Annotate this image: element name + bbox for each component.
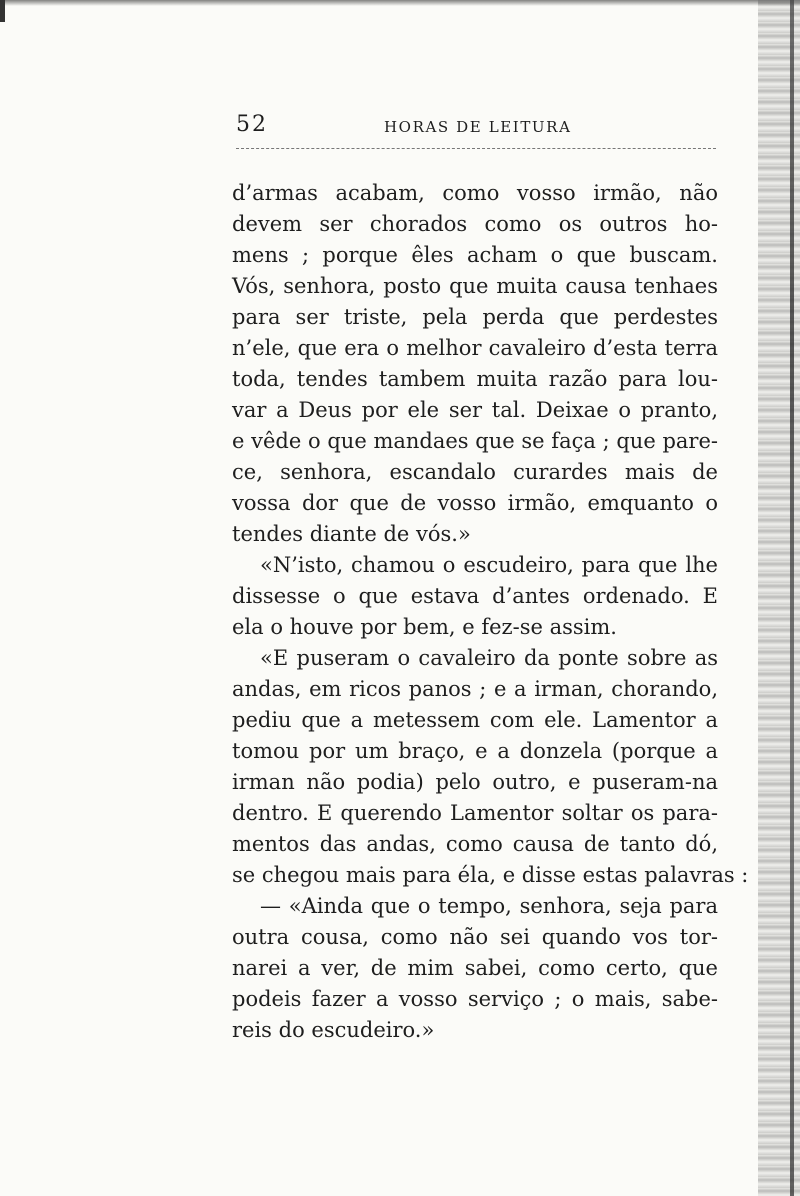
text-line: podeis fazer a vosso serviço ; o mais, sabe- (232, 987, 718, 1011)
text-line: «E puseram o cavaleiro da ponte sobre as (260, 646, 718, 670)
text-line: tomou por um braço, e a donzela (porque a (232, 739, 718, 763)
page-edge-line (790, 0, 794, 1196)
body-text (232, 178, 749, 1046)
text-line: reis do escudeiro.» (232, 1018, 435, 1042)
text-line: vossa dor que de vosso irmão, emquanto o (232, 491, 718, 515)
running-title: HORAS DE LEITURA (384, 118, 572, 136)
text-line: var a Deus por ele ser tal. Deixae o pranto, (232, 398, 718, 422)
text-line: e vêde o que mandaes que se faça ; que pare- (232, 429, 718, 453)
header-rule (236, 148, 716, 149)
text-line: — «Ainda que o tempo, senhora, seja para (260, 894, 718, 918)
text-line: ela o houve por bem, e fez-se assim. (232, 615, 617, 639)
text-line: outra cousa, como não sei quando vos tor- (232, 925, 718, 949)
text-line: toda, tendes tambem muita razão para lou- (232, 367, 718, 391)
text-line: dentro. E querendo Lamentor soltar os para- (232, 801, 718, 825)
page-number: 52 (236, 112, 268, 137)
text-line: «N’isto, chamou o escudeiro, para que lhe (260, 553, 718, 577)
text-line: ce, senhora, escandalo curardes mais de (232, 460, 718, 484)
text-line: andas, em ricos panos ; e a irman, chorando, (232, 677, 718, 701)
text-line: dissesse o que estava d’antes ordenado. E (232, 584, 718, 608)
text-line: n’ele, que era o melhor cavaleiro d’esta terra (232, 336, 718, 360)
text-line: tendes diante de vós.» (232, 522, 471, 546)
text-line: se chegou mais para éla, e disse estas palavras : (232, 863, 749, 887)
text-line: Vós, senhora, posto que muita causa tenhaes (232, 274, 718, 298)
scan-left-mark (0, 0, 5, 22)
text-line: mens ; porque êles acham o que buscam. (232, 243, 718, 267)
text-line: irman não podia) pelo outro, e puseram-na (232, 770, 718, 794)
text-line: devem ser chorados como os outros ho- (232, 212, 718, 236)
text-line: pediu que a metessem com ele. Lamentor a (232, 708, 718, 732)
text-line: mentos das andas, como causa de tanto dó, (232, 832, 718, 856)
page-header (236, 112, 656, 144)
text-line: para ser triste, pela perda que perdestes (232, 305, 718, 329)
text-line: d’armas acabam, como vosso irmão, não (232, 181, 718, 205)
text-line: narei a ver, de mim sabei, como certo, que (232, 956, 718, 980)
scan-top-border (0, 0, 800, 6)
